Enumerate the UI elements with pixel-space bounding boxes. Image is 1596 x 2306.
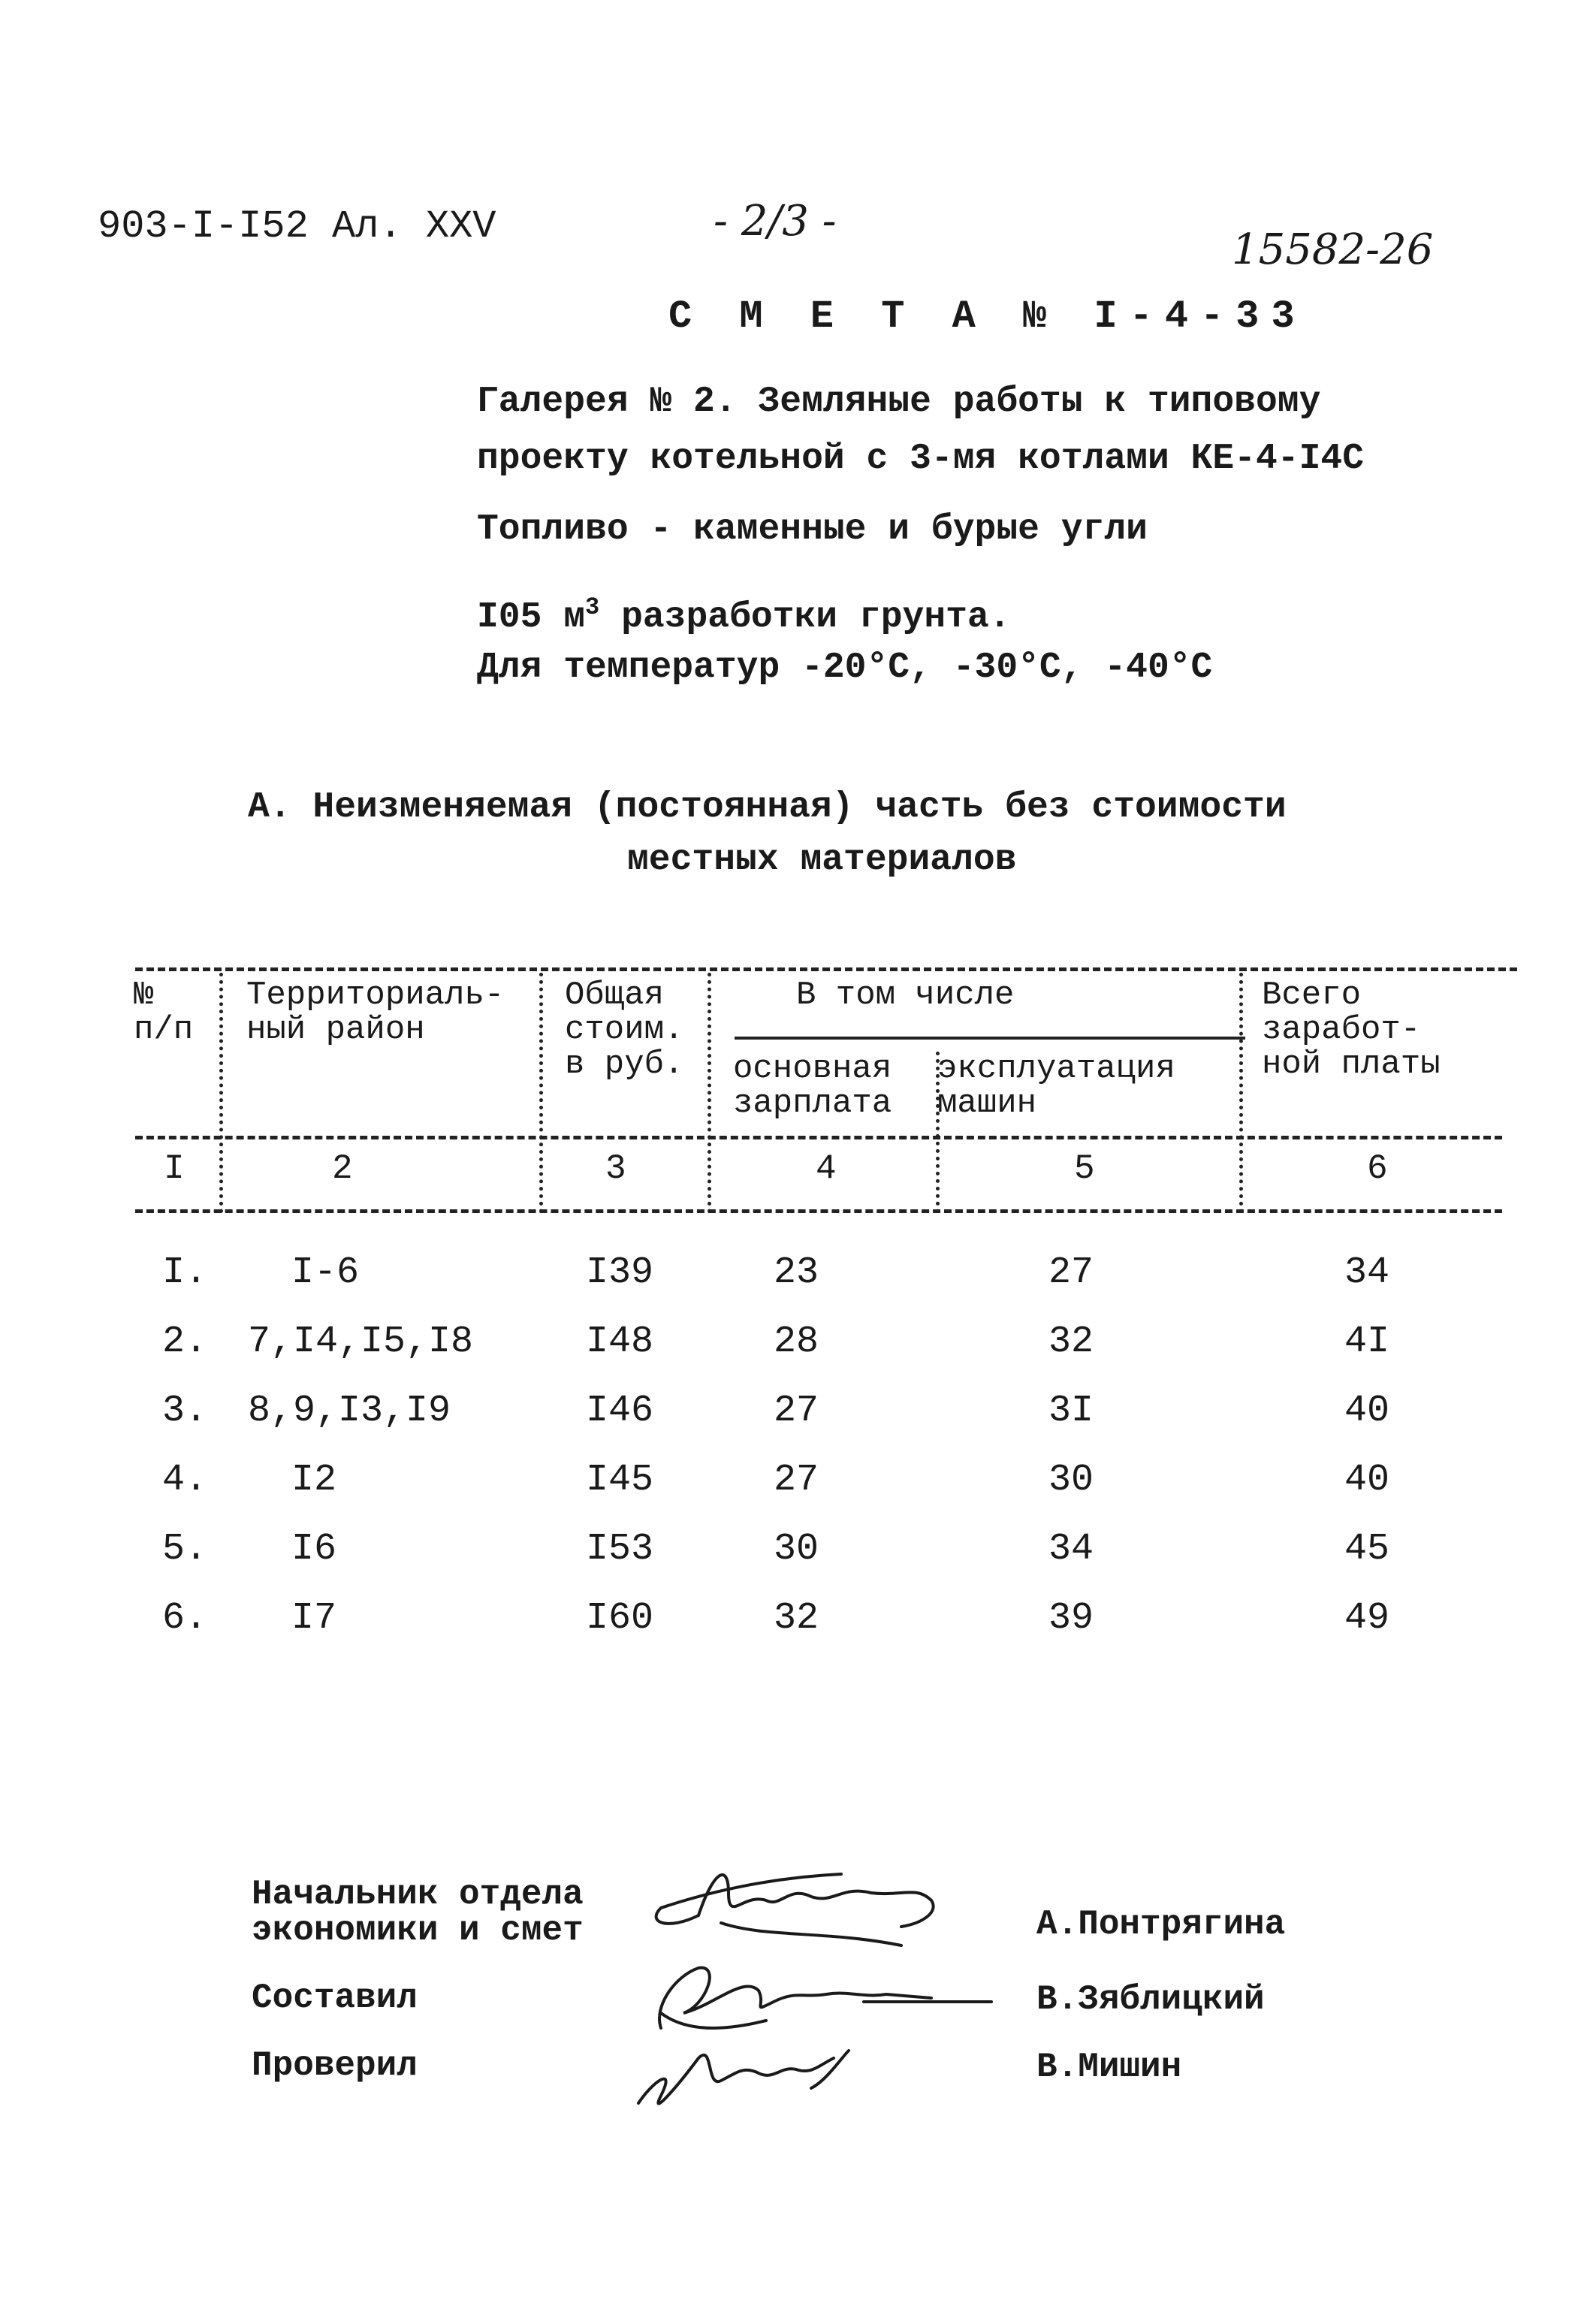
column-number: 4: [816, 1149, 837, 1188]
volume-exponent: 3: [585, 593, 600, 621]
row-region: I6: [291, 1528, 337, 1571]
header-num: № п/п: [134, 976, 194, 1049]
header-machines: эксплуатация машин: [937, 1050, 1175, 1122]
signature-name-compiled: В.Зяблицкий: [1036, 1980, 1265, 2019]
header-total: Общая стоим. в руб.: [565, 976, 684, 1083]
header-region: Территориаль- ный район: [246, 976, 505, 1049]
row-num: 6.: [162, 1597, 208, 1640]
header-bottom-rule: [135, 1136, 1502, 1139]
row-num: 5.: [162, 1528, 208, 1571]
description-line-1: Галерея № 2. Земляные работы к типовому: [477, 382, 1321, 422]
row-machines: 30: [1048, 1459, 1094, 1502]
header-salary: основная зарплата: [733, 1050, 892, 1122]
section-heading-line-1: А. Неизменяемая (постоянная) часть без стоимости: [248, 787, 1287, 828]
signature-name-checked: В.Мишин: [1036, 2048, 1182, 2087]
row-total: I46: [586, 1390, 654, 1432]
column-separator-1: [219, 973, 223, 1213]
signature-role-compiled: Составил: [252, 1979, 418, 2018]
column-number: 6: [1367, 1149, 1388, 1188]
row-total: I48: [586, 1321, 654, 1363]
row-wages: 40: [1344, 1390, 1390, 1432]
row-num: 4.: [162, 1459, 208, 1502]
row-salary: 23: [774, 1251, 819, 1294]
row-total: I53: [586, 1528, 654, 1571]
column-number: 2: [332, 1149, 353, 1188]
row-total: I60: [586, 1597, 654, 1640]
row-machines: 32: [1048, 1321, 1094, 1363]
row-machines: 27: [1048, 1251, 1094, 1294]
row-salary: 28: [774, 1321, 819, 1363]
row-region: 7,I4,I5,I8: [248, 1321, 474, 1363]
archive-stamp: 15582-26: [1232, 225, 1434, 274]
row-wages: 34: [1344, 1251, 1390, 1294]
signature-2: [659, 1968, 991, 2028]
document-code: 903-I-I52 Ал. XXV: [98, 204, 496, 249]
subheader-rule: [735, 1037, 1245, 1040]
signature-name-head: А.Понтрягина: [1036, 1905, 1286, 1944]
row-num: I.: [162, 1251, 208, 1294]
volume-number: I05: [477, 597, 542, 638]
signature-role-head: Начальник отдела экономики и смет: [252, 1875, 584, 1950]
row-salary: 27: [774, 1459, 819, 1502]
column-number: 3: [605, 1149, 626, 1188]
signature-role-checked: Проверил: [252, 2046, 418, 2085]
temperature-line: Для температур -20°С, -30°С, -40°С: [477, 647, 1213, 688]
row-salary: 27: [774, 1390, 819, 1432]
row-machines: 3I: [1048, 1390, 1094, 1432]
signature-3: [638, 2051, 849, 2103]
row-salary: 30: [774, 1528, 819, 1571]
row-machines: 34: [1048, 1528, 1094, 1571]
volume-line: [477, 593, 1011, 638]
description-line-3: Топливо - каменные и бурые угли: [477, 509, 1148, 550]
row-region: I2: [291, 1459, 337, 1502]
row-total: I39: [586, 1251, 654, 1294]
header-including: В том числе: [796, 976, 1015, 1014]
column-separator-3: [707, 973, 711, 1213]
row-wages: 49: [1344, 1597, 1390, 1640]
row-salary: 32: [774, 1597, 819, 1640]
row-wages: 40: [1344, 1459, 1390, 1502]
column-numbers-rule: [135, 1209, 1502, 1213]
column-separator-2: [539, 973, 543, 1213]
header-wages-total: Всего заработ- ной платы: [1262, 976, 1441, 1083]
row-region: I-6: [291, 1251, 360, 1294]
handwritten-signatures: [616, 1840, 1006, 2126]
row-wages: 45: [1344, 1528, 1390, 1571]
row-num: 2.: [162, 1321, 208, 1363]
table-top-rule: [135, 967, 1517, 971]
volume-unit: м: [563, 597, 586, 638]
row-num: 3.: [162, 1390, 208, 1432]
row-total: I45: [586, 1459, 654, 1502]
section-heading-line-2: местных материалов: [627, 840, 1017, 880]
row-machines: 39: [1048, 1597, 1094, 1640]
column-separator-5: [1239, 973, 1243, 1213]
row-region: 8,9,I3,I9: [248, 1390, 451, 1432]
page-number: - 2/3 -: [714, 197, 837, 246]
row-region: I7: [291, 1597, 337, 1640]
column-number: 5: [1074, 1149, 1095, 1188]
signature-1: [656, 1874, 934, 1945]
description-line-2: проекту котельной с 3-мя котлами КЕ-4-I4С: [477, 439, 1364, 479]
row-wages: 4I: [1344, 1321, 1390, 1363]
volume-text: разработки грунта.: [621, 597, 1011, 638]
column-number: I: [164, 1149, 185, 1188]
page-title: С М Е Т А № I-4-33: [668, 294, 1307, 339]
